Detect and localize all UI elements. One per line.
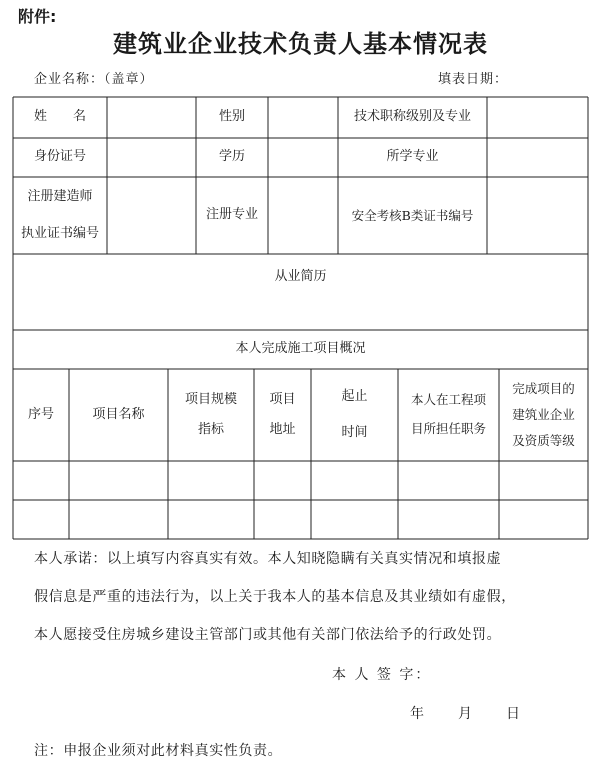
title-level-label: 技术职称级别及专业 xyxy=(353,109,471,125)
table-cell[interactable] xyxy=(398,500,499,539)
footnote: 注：申报企业须对此材料真实性负责。 xyxy=(34,743,283,759)
col-header-company: 完成项目的 建筑业企业 及资质等级 xyxy=(512,380,575,449)
reg-major-field[interactable] xyxy=(268,177,338,254)
title-level-field[interactable] xyxy=(487,97,588,138)
table-cell[interactable] xyxy=(499,461,588,500)
reg-cert-label: 注册建造师 执业证书编号 xyxy=(20,189,99,241)
col-header-period: 起止 时间 xyxy=(341,388,368,440)
table-cell[interactable] xyxy=(398,461,499,500)
col-header-project-name: 项目名称 xyxy=(92,406,145,422)
col-header-scale: 项目规模 指标 xyxy=(184,392,237,437)
resume-field[interactable] xyxy=(13,300,588,330)
table-cell[interactable] xyxy=(499,500,588,539)
declaration-line-2: 假信息是严重的违法行为，以上关于我本人的基本信息及其业绩如有虚假， xyxy=(34,589,516,605)
education-field[interactable] xyxy=(268,138,338,177)
table-cell[interactable] xyxy=(254,461,311,500)
col-header-address: 项目 地址 xyxy=(269,392,296,437)
education-label: 学历 xyxy=(218,149,245,165)
major-label: 所学专业 xyxy=(386,149,439,165)
id-number-field[interactable] xyxy=(107,138,196,177)
table-cell[interactable] xyxy=(69,500,168,539)
table-cell[interactable] xyxy=(168,461,254,500)
major-field[interactable] xyxy=(487,138,588,177)
safety-cert-label: 安全考核B类证书编号 xyxy=(351,207,474,223)
projects-heading: 本人完成施工项目概况 xyxy=(235,341,366,357)
form-title: 建筑业企业技术负责人基本情况表 xyxy=(113,29,488,58)
attachment-label: 附件: xyxy=(18,7,57,26)
table-cell[interactable] xyxy=(69,461,168,500)
table-cell[interactable] xyxy=(311,461,398,500)
col-header-role: 本人在工程项 目所担任职务 xyxy=(410,392,486,436)
company-name-label: 企业名称：（盖章） xyxy=(34,72,154,87)
table-cell[interactable] xyxy=(13,500,69,539)
id-number-label: 身份证号 xyxy=(33,149,86,165)
sign-date-label: 年 月 日 xyxy=(410,706,522,722)
table-cell[interactable] xyxy=(13,461,69,500)
col-header-seq: 序号 xyxy=(27,406,54,422)
table-cell[interactable] xyxy=(311,500,398,539)
name-label: 姓 名 xyxy=(33,109,86,125)
reg-major-label: 注册专业 xyxy=(205,207,258,223)
resume-label: 从业简历 xyxy=(274,268,327,284)
table-cell[interactable] xyxy=(254,500,311,539)
table-cell[interactable] xyxy=(168,500,254,539)
safety-cert-field[interactable] xyxy=(487,177,588,254)
signature-label: 本 人 签 字： xyxy=(332,667,432,683)
reg-cert-field[interactable] xyxy=(107,177,196,254)
declaration-line-3: 本人愿接受住房城乡建设主管部门或其他有关部门依法给予的行政处罚。 xyxy=(34,627,502,643)
name-field[interactable] xyxy=(107,97,196,138)
fill-date-label: 填表日期： xyxy=(438,72,509,87)
gender-label: 性别 xyxy=(218,109,245,125)
gender-field[interactable] xyxy=(268,97,338,138)
declaration-line-1: 本人承诺：以上填写内容真实有效。本人知晓隐瞒有关真实情况和填报虚 xyxy=(34,551,502,567)
